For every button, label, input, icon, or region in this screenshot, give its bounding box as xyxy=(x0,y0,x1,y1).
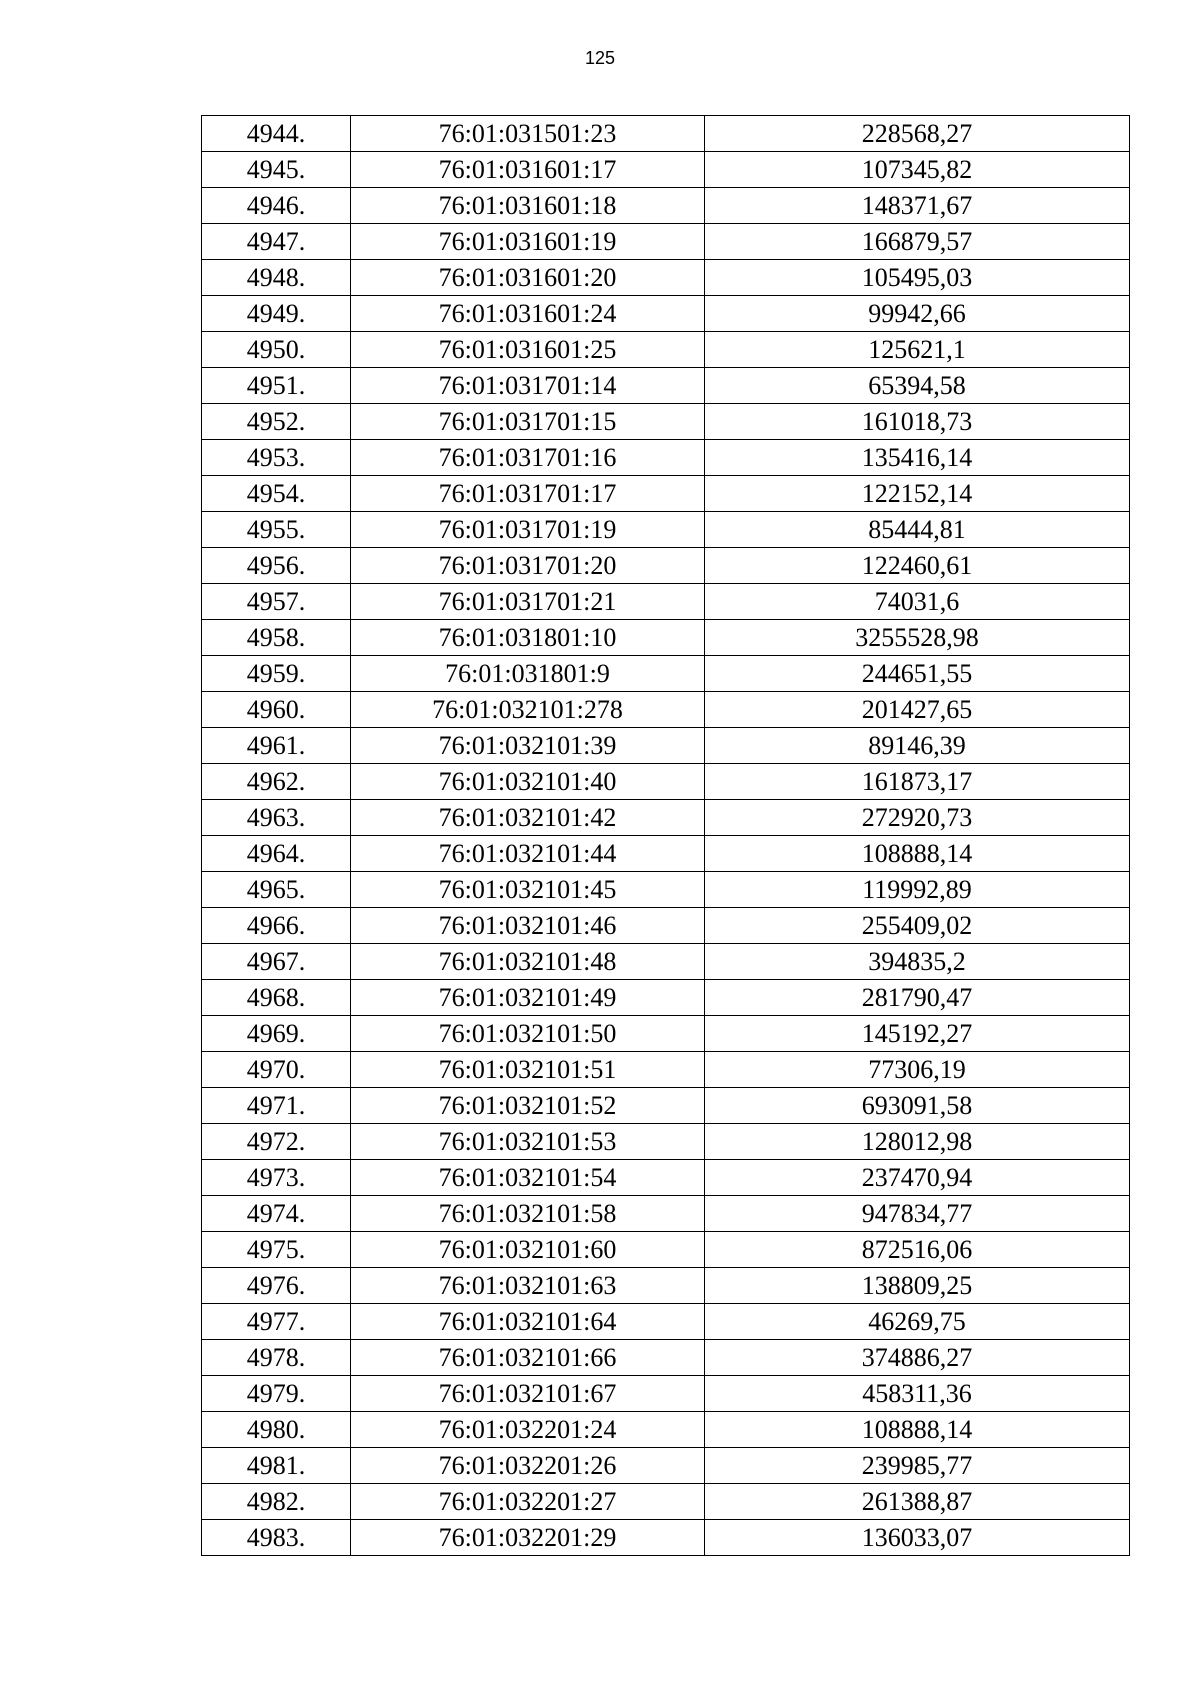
row-number-cell: 4975. xyxy=(202,1232,351,1268)
cadastral-number-cell: 76:01:032201:26 xyxy=(351,1448,705,1484)
row-number-cell: 4952. xyxy=(202,404,351,440)
row-number-cell: 4956. xyxy=(202,548,351,584)
value-cell: 65394,58 xyxy=(705,368,1130,404)
row-number-cell: 4957. xyxy=(202,584,351,620)
cadastral-number-cell: 76:01:032101:60 xyxy=(351,1232,705,1268)
value-cell: 228568,27 xyxy=(705,116,1130,152)
cadastral-number-cell: 76:01:032201:27 xyxy=(351,1484,705,1520)
table-row xyxy=(202,152,1130,188)
row-number-cell: 4982. xyxy=(202,1484,351,1520)
table-row xyxy=(202,1016,1130,1052)
table-row xyxy=(202,656,1130,692)
table-row xyxy=(202,476,1130,512)
cadastral-number-cell: 76:01:032101:63 xyxy=(351,1268,705,1304)
table-row xyxy=(202,224,1130,260)
cadastral-number-cell: 76:01:032101:52 xyxy=(351,1088,705,1124)
cadastral-value-table xyxy=(201,115,1130,1556)
cadastral-number-cell: 76:01:031701:14 xyxy=(351,368,705,404)
cadastral-number-cell: 76:01:031801:9 xyxy=(351,656,705,692)
row-number-cell: 4963. xyxy=(202,800,351,836)
table-row xyxy=(202,1232,1130,1268)
table-row xyxy=(202,872,1130,908)
cadastral-number-cell: 76:01:032101:64 xyxy=(351,1304,705,1340)
table-row xyxy=(202,440,1130,476)
table-row xyxy=(202,188,1130,224)
table-row xyxy=(202,512,1130,548)
row-number-cell: 4971. xyxy=(202,1088,351,1124)
value-cell: 394835,2 xyxy=(705,944,1130,980)
table-row xyxy=(202,260,1130,296)
row-number-cell: 4950. xyxy=(202,332,351,368)
table-row xyxy=(202,368,1130,404)
cadastral-number-cell: 76:01:031701:15 xyxy=(351,404,705,440)
table-row xyxy=(202,1124,1130,1160)
cadastral-number-cell: 76:01:031701:20 xyxy=(351,548,705,584)
value-cell: 458311,36 xyxy=(705,1376,1130,1412)
value-cell: 77306,19 xyxy=(705,1052,1130,1088)
row-number-cell: 4977. xyxy=(202,1304,351,1340)
cadastral-number-cell: 76:01:032101:48 xyxy=(351,944,705,980)
row-number-cell: 4970. xyxy=(202,1052,351,1088)
cadastral-number-cell: 76:01:032101:67 xyxy=(351,1376,705,1412)
cadastral-number-cell: 76:01:032101:58 xyxy=(351,1196,705,1232)
cadastral-number-cell: 76:01:032101:45 xyxy=(351,872,705,908)
table-row xyxy=(202,944,1130,980)
cadastral-number-cell: 76:01:032101:50 xyxy=(351,1016,705,1052)
cadastral-number-cell: 76:01:032101:49 xyxy=(351,980,705,1016)
row-number-cell: 4946. xyxy=(202,188,351,224)
row-number-cell: 4948. xyxy=(202,260,351,296)
value-cell: 122152,14 xyxy=(705,476,1130,512)
value-cell: 74031,6 xyxy=(705,584,1130,620)
value-cell: 161018,73 xyxy=(705,404,1130,440)
row-number-cell: 4945. xyxy=(202,152,351,188)
table-row xyxy=(202,980,1130,1016)
cadastral-number-cell: 76:01:031601:24 xyxy=(351,296,705,332)
cadastral-number-cell: 76:01:031601:25 xyxy=(351,332,705,368)
row-number-cell: 4980. xyxy=(202,1412,351,1448)
value-cell: 3255528,98 xyxy=(705,620,1130,656)
cadastral-number-cell: 76:01:032101:40 xyxy=(351,764,705,800)
row-number-cell: 4958. xyxy=(202,620,351,656)
row-number-cell: 4973. xyxy=(202,1160,351,1196)
value-cell: 161873,17 xyxy=(705,764,1130,800)
value-cell: 244651,55 xyxy=(705,656,1130,692)
cadastral-number-cell: 76:01:031501:23 xyxy=(351,116,705,152)
cadastral-number-cell: 76:01:032101:66 xyxy=(351,1340,705,1376)
table-row xyxy=(202,1376,1130,1412)
cadastral-number-cell: 76:01:032101:278 xyxy=(351,692,705,728)
value-cell: 166879,57 xyxy=(705,224,1130,260)
table-row xyxy=(202,764,1130,800)
value-cell: 255409,02 xyxy=(705,908,1130,944)
table-row xyxy=(202,1304,1130,1340)
row-number-cell: 4953. xyxy=(202,440,351,476)
table-body xyxy=(202,116,1130,1556)
table-row xyxy=(202,1520,1130,1556)
row-number-cell: 4965. xyxy=(202,872,351,908)
cadastral-number-cell: 76:01:032101:44 xyxy=(351,836,705,872)
cadastral-number-cell: 76:01:031601:17 xyxy=(351,152,705,188)
cadastral-number-cell: 76:01:032101:39 xyxy=(351,728,705,764)
cadastral-number-cell: 76:01:032101:42 xyxy=(351,800,705,836)
cadastral-number-cell: 76:01:031601:20 xyxy=(351,260,705,296)
value-cell: 128012,98 xyxy=(705,1124,1130,1160)
row-number-cell: 4969. xyxy=(202,1016,351,1052)
row-number-cell: 4974. xyxy=(202,1196,351,1232)
table-row xyxy=(202,548,1130,584)
row-number-cell: 4983. xyxy=(202,1520,351,1556)
row-number-cell: 4978. xyxy=(202,1340,351,1376)
value-cell: 46269,75 xyxy=(705,1304,1130,1340)
row-number-cell: 4961. xyxy=(202,728,351,764)
page-number: 125 xyxy=(584,48,616,68)
cadastral-number-cell: 76:01:031701:21 xyxy=(351,584,705,620)
row-number-cell: 4964. xyxy=(202,836,351,872)
value-cell: 145192,27 xyxy=(705,1016,1130,1052)
row-number-cell: 4979. xyxy=(202,1376,351,1412)
cadastral-number-cell: 76:01:032101:54 xyxy=(351,1160,705,1196)
table-row xyxy=(202,1160,1130,1196)
value-cell: 138809,25 xyxy=(705,1268,1130,1304)
value-cell: 125621,1 xyxy=(705,332,1130,368)
value-cell: 136033,07 xyxy=(705,1520,1130,1556)
value-cell: 135416,14 xyxy=(705,440,1130,476)
cadastral-number-cell: 76:01:032101:51 xyxy=(351,1052,705,1088)
cadastral-number-cell: 76:01:031701:17 xyxy=(351,476,705,512)
row-number-cell: 4966. xyxy=(202,908,351,944)
value-cell: 108888,14 xyxy=(705,836,1130,872)
table-row xyxy=(202,1412,1130,1448)
table-row xyxy=(202,836,1130,872)
row-number-cell: 4976. xyxy=(202,1268,351,1304)
cadastral-number-cell: 76:01:031601:19 xyxy=(351,224,705,260)
table-row xyxy=(202,332,1130,368)
table-row xyxy=(202,584,1130,620)
value-cell: 122460,61 xyxy=(705,548,1130,584)
row-number-cell: 4949. xyxy=(202,296,351,332)
value-cell: 693091,58 xyxy=(705,1088,1130,1124)
row-number-cell: 4947. xyxy=(202,224,351,260)
row-number-cell: 4954. xyxy=(202,476,351,512)
value-cell: 107345,82 xyxy=(705,152,1130,188)
cadastral-number-cell: 76:01:031801:10 xyxy=(351,620,705,656)
value-cell: 272920,73 xyxy=(705,800,1130,836)
table-row xyxy=(202,296,1130,332)
row-number-cell: 4951. xyxy=(202,368,351,404)
row-number-cell: 4959. xyxy=(202,656,351,692)
value-cell: 261388,87 xyxy=(705,1484,1130,1520)
row-number-cell: 4960. xyxy=(202,692,351,728)
value-cell: 872516,06 xyxy=(705,1232,1130,1268)
cadastral-number-cell: 76:01:031701:19 xyxy=(351,512,705,548)
cadastral-number-cell: 76:01:032101:53 xyxy=(351,1124,705,1160)
value-cell: 947834,77 xyxy=(705,1196,1130,1232)
table-row xyxy=(202,1196,1130,1232)
value-cell: 85444,81 xyxy=(705,512,1130,548)
row-number-cell: 4944. xyxy=(202,116,351,152)
cadastral-number-cell: 76:01:031601:18 xyxy=(351,188,705,224)
table-row xyxy=(202,1088,1130,1124)
value-cell: 281790,47 xyxy=(705,980,1130,1016)
value-cell: 148371,67 xyxy=(705,188,1130,224)
value-cell: 99942,66 xyxy=(705,296,1130,332)
table-row xyxy=(202,1340,1130,1376)
cadastral-number-cell: 76:01:032201:29 xyxy=(351,1520,705,1556)
cadastral-number-cell: 76:01:032101:46 xyxy=(351,908,705,944)
row-number-cell: 4967. xyxy=(202,944,351,980)
table-row xyxy=(202,1268,1130,1304)
value-cell: 237470,94 xyxy=(705,1160,1130,1196)
value-cell: 108888,14 xyxy=(705,1412,1130,1448)
table-row xyxy=(202,116,1130,152)
row-number-cell: 4981. xyxy=(202,1448,351,1484)
table-row xyxy=(202,620,1130,656)
value-cell: 239985,77 xyxy=(705,1448,1130,1484)
table-row xyxy=(202,800,1130,836)
table-row xyxy=(202,1448,1130,1484)
cadastral-number-cell: 76:01:031701:16 xyxy=(351,440,705,476)
value-cell: 89146,39 xyxy=(705,728,1130,764)
value-cell: 201427,65 xyxy=(705,692,1130,728)
row-number-cell: 4968. xyxy=(202,980,351,1016)
value-cell: 374886,27 xyxy=(705,1340,1130,1376)
table-row xyxy=(202,692,1130,728)
table-row xyxy=(202,1484,1130,1520)
table-row xyxy=(202,728,1130,764)
row-number-cell: 4955. xyxy=(202,512,351,548)
table-row xyxy=(202,908,1130,944)
cadastral-number-cell: 76:01:032201:24 xyxy=(351,1412,705,1448)
row-number-cell: 4962. xyxy=(202,764,351,800)
table-row xyxy=(202,404,1130,440)
value-cell: 105495,03 xyxy=(705,260,1130,296)
table-row xyxy=(202,1052,1130,1088)
row-number-cell: 4972. xyxy=(202,1124,351,1160)
value-cell: 119992,89 xyxy=(705,872,1130,908)
